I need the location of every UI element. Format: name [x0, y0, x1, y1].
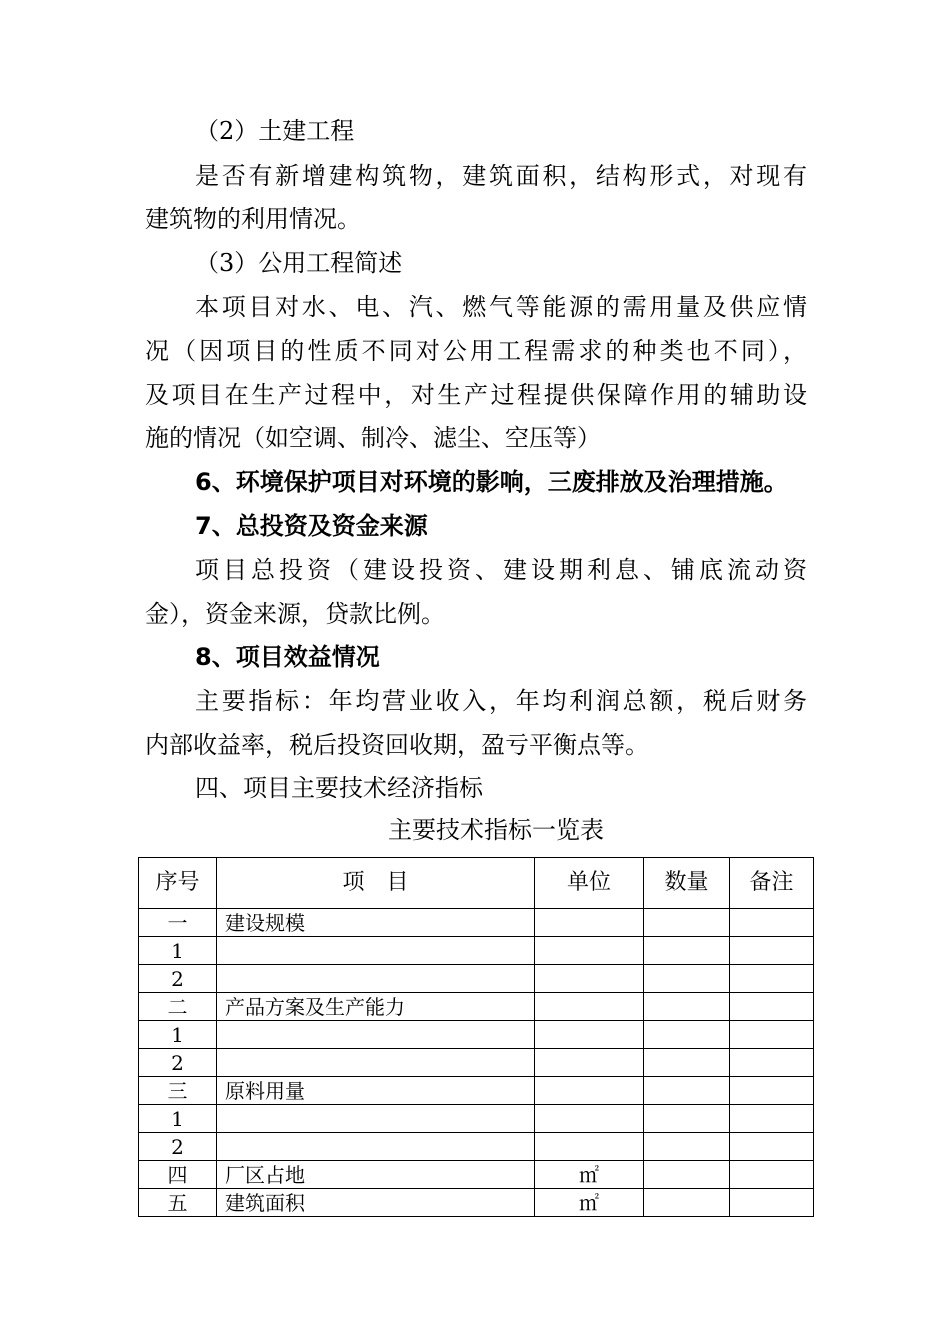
row-item [217, 1105, 535, 1133]
paragraph-investment-line2: 金），资金来源，贷款比例。 [145, 600, 445, 628]
row-item [217, 965, 535, 993]
table-row [139, 965, 814, 993]
paragraph-benefit-line2: 内部收益率，税后投资回收期，盈亏平衡点等。 [145, 731, 649, 759]
table-row [139, 1133, 814, 1161]
row-quantity [644, 937, 730, 965]
row-note [730, 1077, 814, 1105]
row-quantity [644, 909, 730, 937]
paragraph-utility-line3: 及项目在生产过程中，对生产过程提供保障作用的辅助设 [145, 381, 807, 409]
paragraph-civil-heading: （2）土建工程 [195, 117, 355, 145]
row-item: 厂区占地 [217, 1161, 535, 1189]
row-unit [535, 937, 644, 965]
table-row [139, 937, 814, 965]
row-quantity [644, 1049, 730, 1077]
header-note: 备注 [730, 858, 814, 909]
row-quantity [644, 1133, 730, 1161]
row-serial: 二 [139, 993, 217, 1021]
paragraph-civil-line1: 是否有新增建构筑物，建筑面积，结构形式，对现有 [195, 162, 807, 190]
row-unit [535, 1105, 644, 1133]
row-note [730, 1189, 814, 1217]
row-item: 建筑面积 [217, 1189, 535, 1217]
row-unit [535, 965, 644, 993]
row-item [217, 1021, 535, 1049]
paragraph-benefit-line1: 主要指标：年均营业收入，年均利润总额，税后财务 [195, 687, 807, 715]
row-note [730, 1021, 814, 1049]
paragraph-civil-line2: 建筑物的利用情况。 [145, 205, 361, 233]
row-serial: 五 [139, 1189, 217, 1217]
table-row [139, 993, 814, 1021]
table-row [139, 1105, 814, 1133]
row-note [730, 965, 814, 993]
row-quantity [644, 1161, 730, 1189]
row-serial: 一 [139, 909, 217, 937]
paragraph-utility-line1: 本项目对水、电、汽、燃气等能源的需用量及供应情 [195, 293, 807, 321]
paragraph-investment-line1: 项目总投资（建设投资、建设期利息、铺底流动资 [195, 556, 807, 584]
row-item [217, 937, 535, 965]
section-heading-7: 7、总投资及资金来源 [195, 512, 428, 540]
row-serial: 四 [139, 1161, 217, 1189]
row-item [217, 1049, 535, 1077]
table-row [139, 1161, 814, 1189]
row-note [730, 1161, 814, 1189]
row-unit [535, 993, 644, 1021]
table-row [139, 1049, 814, 1077]
header-serial: 序号 [139, 858, 217, 909]
table-row [139, 1077, 814, 1105]
table-caption: 主要技术指标一览表 [388, 816, 604, 844]
row-unit [535, 909, 644, 937]
paragraph-utility-heading: （3）公用工程简述 [195, 249, 403, 277]
header-item: 项 目 [217, 858, 535, 909]
row-item [217, 1133, 535, 1161]
row-quantity [644, 1021, 730, 1049]
indicator-table [138, 857, 814, 1217]
row-serial: 三 [139, 1077, 217, 1105]
row-unit: ㎡ [535, 1161, 644, 1189]
table-row [139, 1189, 814, 1217]
row-unit [535, 1049, 644, 1077]
row-serial: 1 [139, 1021, 217, 1049]
table-header-row [139, 858, 814, 909]
row-unit [535, 1021, 644, 1049]
section-heading-4: 四、项目主要技术经济指标 [195, 774, 483, 802]
row-unit [535, 1133, 644, 1161]
table-row [139, 1021, 814, 1049]
paragraph-utility-line2: 况（因项目的性质不同对公用工程需求的种类也不同）， [145, 337, 807, 365]
row-serial: 2 [139, 965, 217, 993]
row-quantity [644, 1077, 730, 1105]
row-unit [535, 1077, 644, 1105]
row-quantity [644, 993, 730, 1021]
row-unit: ㎡ [535, 1189, 644, 1217]
row-quantity [644, 1189, 730, 1217]
table-row [139, 909, 814, 937]
row-quantity [644, 965, 730, 993]
header-quantity: 数量 [644, 858, 730, 909]
row-note [730, 909, 814, 937]
row-serial: 2 [139, 1133, 217, 1161]
paragraph-utility-line4: 施的情况（如空调、制冷、滤尘、空压等） [145, 424, 601, 452]
section-heading-6: 6、环境保护项目对环境的影响，三废排放及治理措施。 [195, 468, 788, 496]
row-item: 建设规模 [217, 909, 535, 937]
row-item: 产品方案及生产能力 [217, 993, 535, 1021]
header-unit: 单位 [535, 858, 644, 909]
row-note [730, 1133, 814, 1161]
row-note [730, 993, 814, 1021]
row-note [730, 937, 814, 965]
section-heading-8: 8、项目效益情况 [195, 643, 380, 671]
row-serial: 1 [139, 1105, 217, 1133]
row-serial: 2 [139, 1049, 217, 1077]
row-serial: 1 [139, 937, 217, 965]
row-note [730, 1049, 814, 1077]
row-quantity [644, 1105, 730, 1133]
row-note [730, 1105, 814, 1133]
row-item: 原料用量 [217, 1077, 535, 1105]
